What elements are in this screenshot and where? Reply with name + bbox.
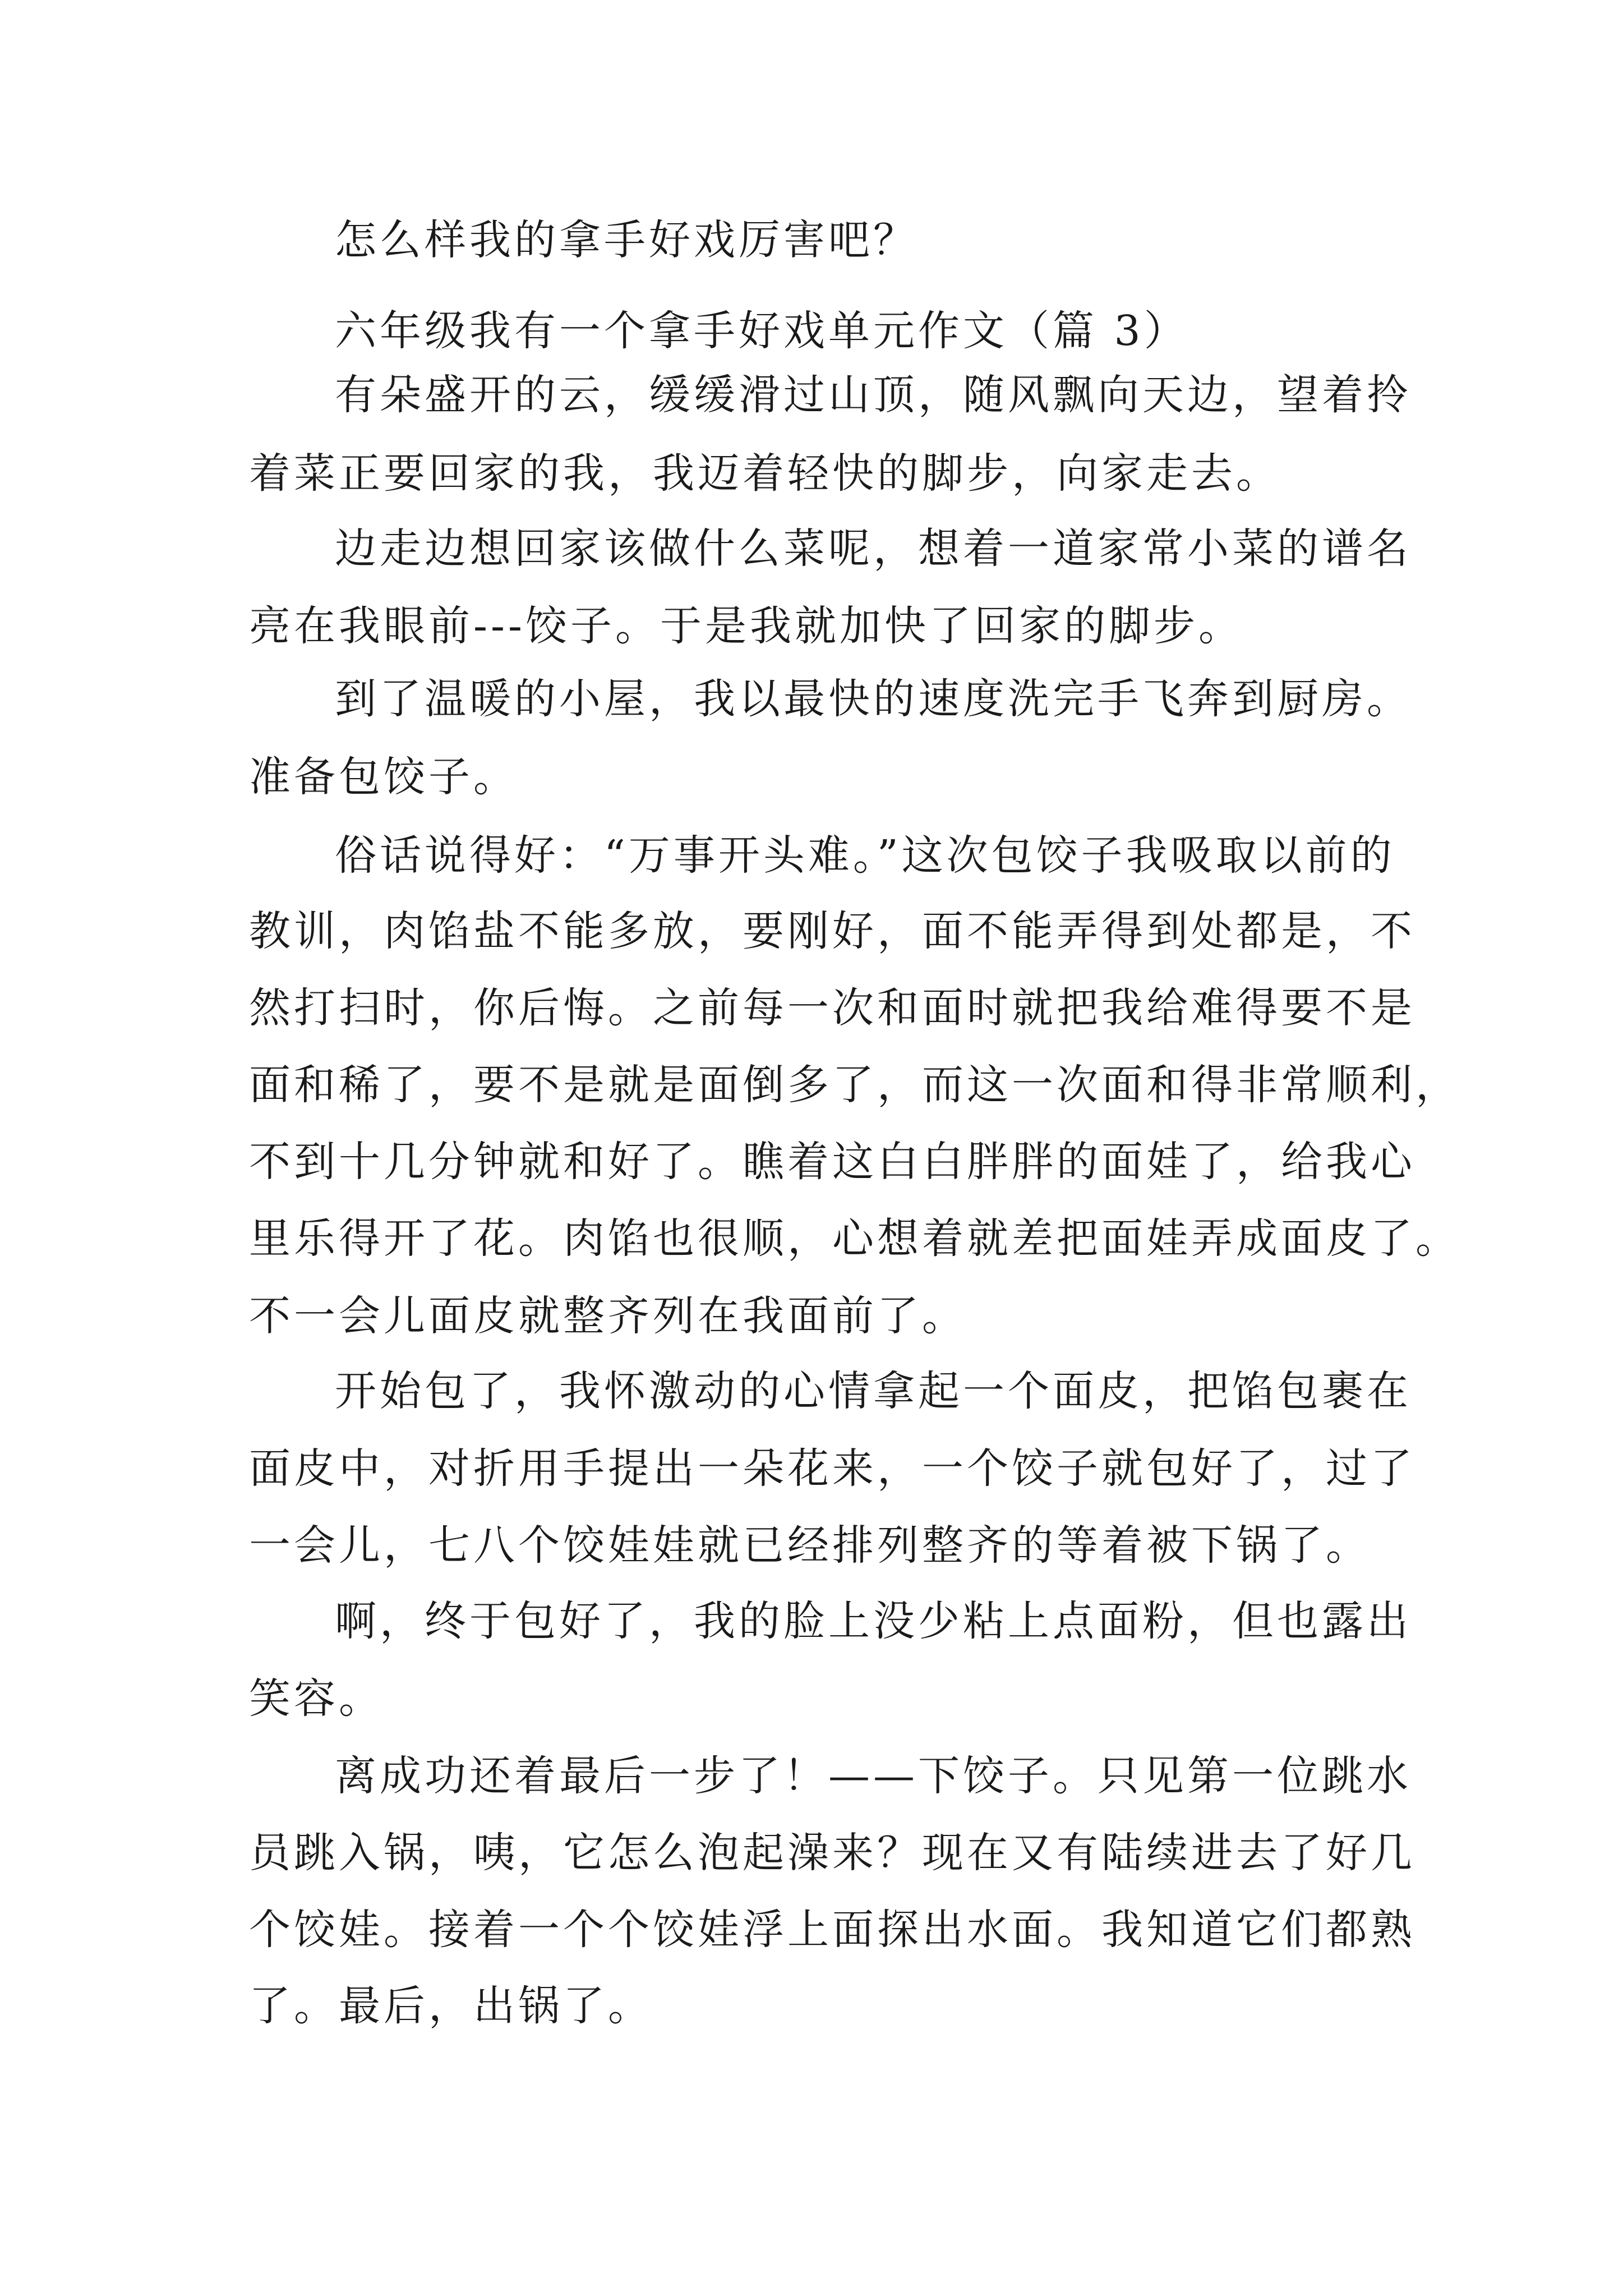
text-line: 面皮中，对折用手提出一朵花来，一个饺子就包好了，过了 <box>249 1444 1415 1493</box>
text-line: 到了温暖的小屋，我以最快的速度洗完手飞奔到厨房。 <box>335 675 1412 723</box>
text-line: 亮在我眼前---饺子。于是我就加快了回家的脚步。 <box>249 602 1244 650</box>
text-line: 边走边想回家该做什么菜呢，想着一道家常小菜的谱名 <box>335 524 1412 573</box>
text-line: 怎么样我的拿手好戏厉害吧？ <box>335 216 918 264</box>
text-line: 六年级我有一个拿手好戏单元作文（篇 3） <box>335 307 1189 355</box>
text-line: 不到十几分钟就和好了。瞧着这白白胖胖的面娃了，给我心 <box>249 1138 1415 1186</box>
text-line: 教训，肉馅盐不能多放，要刚好，面不能弄得到处都是，不 <box>249 907 1415 955</box>
text-line: 啊，终于包好了，我的脸上没少粘上点面粉，但也露出 <box>335 1597 1412 1645</box>
text-line: 一会儿，七八个饺娃娃就已经排列整齐的等着被下锅了。 <box>249 1521 1371 1570</box>
text-line: 准备包饺子。 <box>249 753 518 801</box>
text-line: 员跳入锅，咦，它怎么泡起澡来？现在又有陆续进去了好几 <box>249 1829 1415 1877</box>
text-line: 了。最后，出锅了。 <box>249 1982 653 2030</box>
text-line: 俗话说得好：“万事开头难。”这次包饺子我吸取以前的 <box>335 831 1395 880</box>
text-line: 开始包了，我怀激动的心情拿起一个面皮，把馅包裹在 <box>335 1367 1412 1415</box>
text-line: 有朵盛开的云，缓缓滑过山顶，随风飘向天边，望着拎 <box>335 371 1412 419</box>
text-line: 里乐得开了花。肉馅也很顺，心想着就差把面娃弄成面皮了。 <box>249 1214 1460 1263</box>
text-line: 个饺娃。接着一个个饺娃浮上面探出水面。我知道它们都熟 <box>249 1906 1415 1954</box>
text-line: 然打扫时，你后悔。之前每一次和面时就把我给难得要不是 <box>249 984 1415 1032</box>
text-line: 笑容。 <box>249 1674 384 1723</box>
text-line: 不一会儿面皮就整齐列在我面前了。 <box>249 1292 967 1340</box>
text-line: 离成功还着最后一步了！——下饺子。只见第一位跳水 <box>335 1752 1412 1800</box>
text-line: 面和稀了，要不是就是面倒多了，而这一次面和得非常顺利， <box>249 1061 1460 1109</box>
text-line: 着菜正要回家的我，我迈着轻快的脚步，向家走去。 <box>249 449 1281 498</box>
